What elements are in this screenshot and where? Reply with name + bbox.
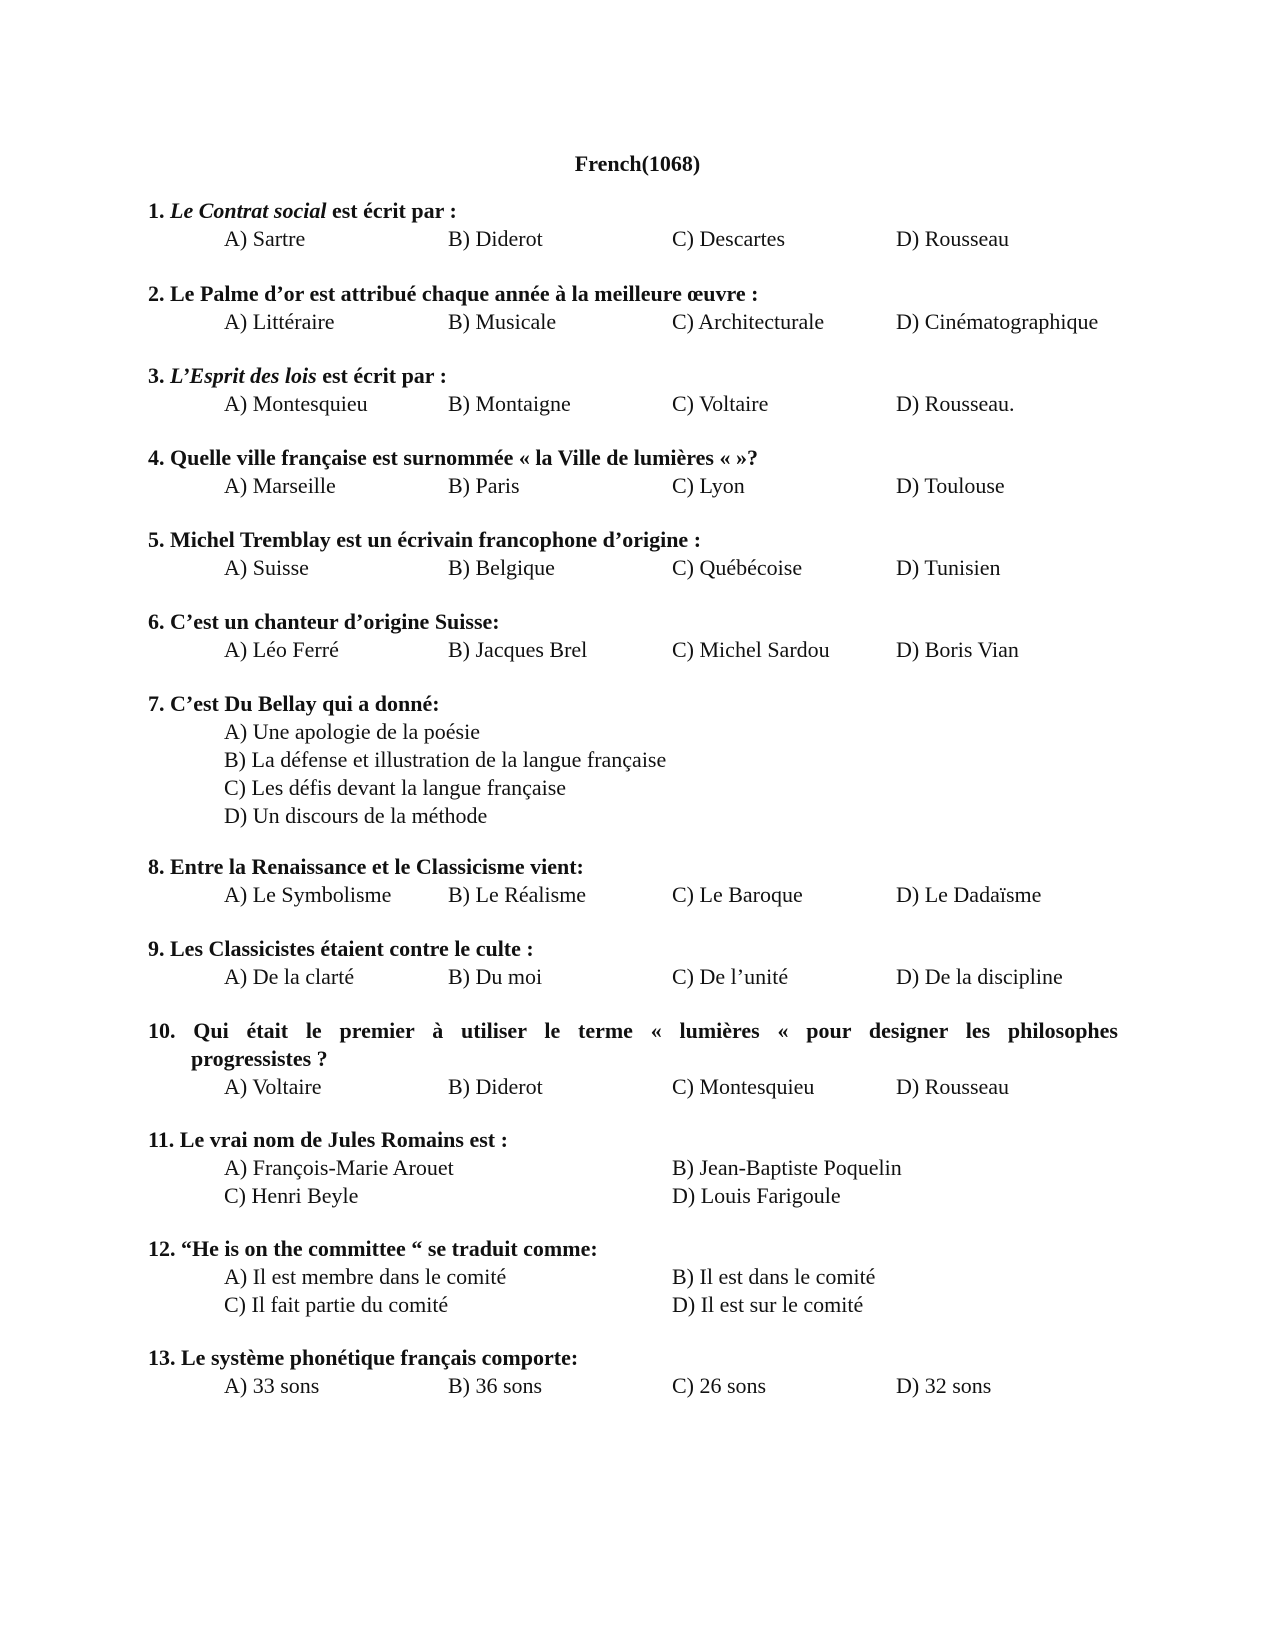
question-2	[148, 280, 1128, 336]
option-d: D) Il est sur le comité	[672, 1292, 864, 1317]
options-row	[148, 881, 1128, 909]
option-c: C) Lyon	[672, 473, 745, 498]
option-a: A) Le Symbolisme	[224, 882, 392, 907]
option-a: A) Suisse	[224, 555, 309, 580]
option-c: C) Il fait partie du comité	[224, 1292, 449, 1317]
question-text: 8. Entre la Renaissance et le Classicisme vient:	[148, 854, 584, 879]
option-a: A) Littéraire	[224, 309, 335, 334]
option-b: B) Musicale	[448, 309, 557, 334]
option-c: C) Voltaire	[672, 391, 769, 416]
question-11	[148, 1126, 1128, 1210]
option-d: D) Boris Vian	[896, 637, 1019, 662]
options-row	[148, 1182, 1128, 1210]
option-d: D) 32 sons	[896, 1373, 992, 1398]
option-d: D) Rousseau	[896, 1074, 1010, 1099]
options-row	[148, 1154, 1128, 1182]
options-row	[148, 472, 1128, 500]
option-d: D) Louis Farigoule	[672, 1183, 841, 1208]
option-a: A) 33 sons	[224, 1373, 320, 1398]
question-4	[148, 444, 1128, 500]
option-c: C) De l’unité	[672, 964, 789, 989]
question-3	[148, 362, 1128, 418]
question-7	[148, 690, 1128, 830]
option-d: D) Le Dadaïsme	[896, 882, 1042, 907]
options-row	[148, 963, 1128, 991]
option-a: A) Il est membre dans le comité	[224, 1264, 507, 1289]
question-text: 2. Le Palme d’or est attribué chaque année à la meilleure œuvre :	[148, 281, 759, 306]
option-d: D) Rousseau.	[896, 391, 1015, 416]
option-c: C) Architecturale	[672, 309, 825, 334]
option-c: C) Descartes	[672, 226, 786, 251]
option-b: B) La défense et illustration de la langue française	[224, 747, 667, 772]
option-b: B) Le Réalisme	[448, 882, 587, 907]
question-6	[148, 608, 1128, 664]
option-b: B) Diderot	[448, 1074, 543, 1099]
question-12	[148, 1235, 1128, 1319]
question-text: 6. C’est un chanteur d’origine Suisse:	[148, 609, 500, 634]
options-row	[148, 1263, 1128, 1291]
option-a: A) Une apologie de la poésie	[224, 719, 480, 744]
option-a: A) Montesquieu	[224, 391, 368, 416]
options-row	[148, 308, 1128, 336]
option-b: B) Jean-Baptiste Poquelin	[672, 1155, 902, 1180]
option-a: A) Léo Ferré	[224, 637, 339, 662]
question-9	[148, 935, 1128, 991]
question-text: 5. Michel Tremblay est un écrivain francophone d’origine :	[148, 527, 702, 552]
options-row	[148, 1073, 1128, 1101]
question-text: 9. Les Classicistes étaient contre le culte :	[148, 936, 534, 961]
options-row	[148, 1372, 1128, 1400]
option-c: C) Les défis devant la langue française	[224, 775, 567, 800]
option-a: A) Sartre	[224, 226, 306, 251]
option-b: B) Belgique	[448, 555, 555, 580]
question-1	[148, 197, 1128, 253]
option-b: B) Jacques Brel	[448, 637, 588, 662]
option-b: B) Diderot	[448, 226, 543, 251]
option-b: B) 36 sons	[448, 1373, 543, 1398]
question-text: 3. L’Esprit des lois est écrit par :	[148, 363, 448, 388]
option-a: A) Marseille	[224, 473, 336, 498]
option-b: B) Il est dans le comité	[672, 1264, 876, 1289]
question-text: 7. C’est Du Bellay qui a donné:	[148, 691, 440, 716]
option-d: D) Rousseau	[896, 226, 1010, 251]
question-13	[148, 1344, 1128, 1400]
option-c: C) 26 sons	[672, 1373, 767, 1398]
option-b: B) Paris	[448, 473, 520, 498]
question-10	[148, 1017, 1128, 1101]
exam-title: French(1068)	[574, 151, 701, 176]
options-row	[148, 1291, 1128, 1319]
question-text-continued: progressistes ?	[191, 1046, 328, 1071]
option-d: D) Tunisien	[896, 555, 1001, 580]
question-text: 12. “He is on the committee “ se traduit comme:	[148, 1236, 598, 1261]
options-row	[148, 636, 1128, 664]
question-5	[148, 526, 1128, 582]
option-c: C) Henri Beyle	[224, 1183, 359, 1208]
question-text: 10. Qui était le premier à utiliser le terme « lumières « pour designer les philosophes	[148, 1018, 1118, 1043]
option-d: D) De la discipline	[896, 964, 1063, 989]
option-c: C) Montesquieu	[672, 1074, 815, 1099]
option-a: A) Voltaire	[224, 1074, 322, 1099]
question-text: 13. Le système phonétique français comporte:	[148, 1345, 579, 1370]
options-row	[148, 225, 1128, 253]
options-row	[148, 390, 1128, 418]
option-d: D) Un discours de la méthode	[224, 803, 488, 828]
option-c: C) Le Baroque	[672, 882, 803, 907]
option-c: C) Michel Sardou	[672, 637, 830, 662]
option-a: A) François-Marie Arouet	[224, 1155, 454, 1180]
option-b: B) Du moi	[448, 964, 543, 989]
option-a: A) De la clarté	[224, 964, 355, 989]
question-text: 4. Quelle ville française est surnommée « la Ville de lumières « »?	[148, 445, 758, 470]
question-text: 1. Le Contrat social est écrit par :	[148, 198, 457, 223]
option-c: C) Québécoise	[672, 555, 803, 580]
option-d: D) Toulouse	[896, 473, 1005, 498]
option-d: D) Cinématographique	[896, 309, 1099, 334]
options-row	[148, 554, 1128, 582]
question-8	[148, 853, 1128, 909]
question-text: 11. Le vrai nom de Jules Romains est :	[148, 1127, 508, 1152]
option-b: B) Montaigne	[448, 391, 571, 416]
